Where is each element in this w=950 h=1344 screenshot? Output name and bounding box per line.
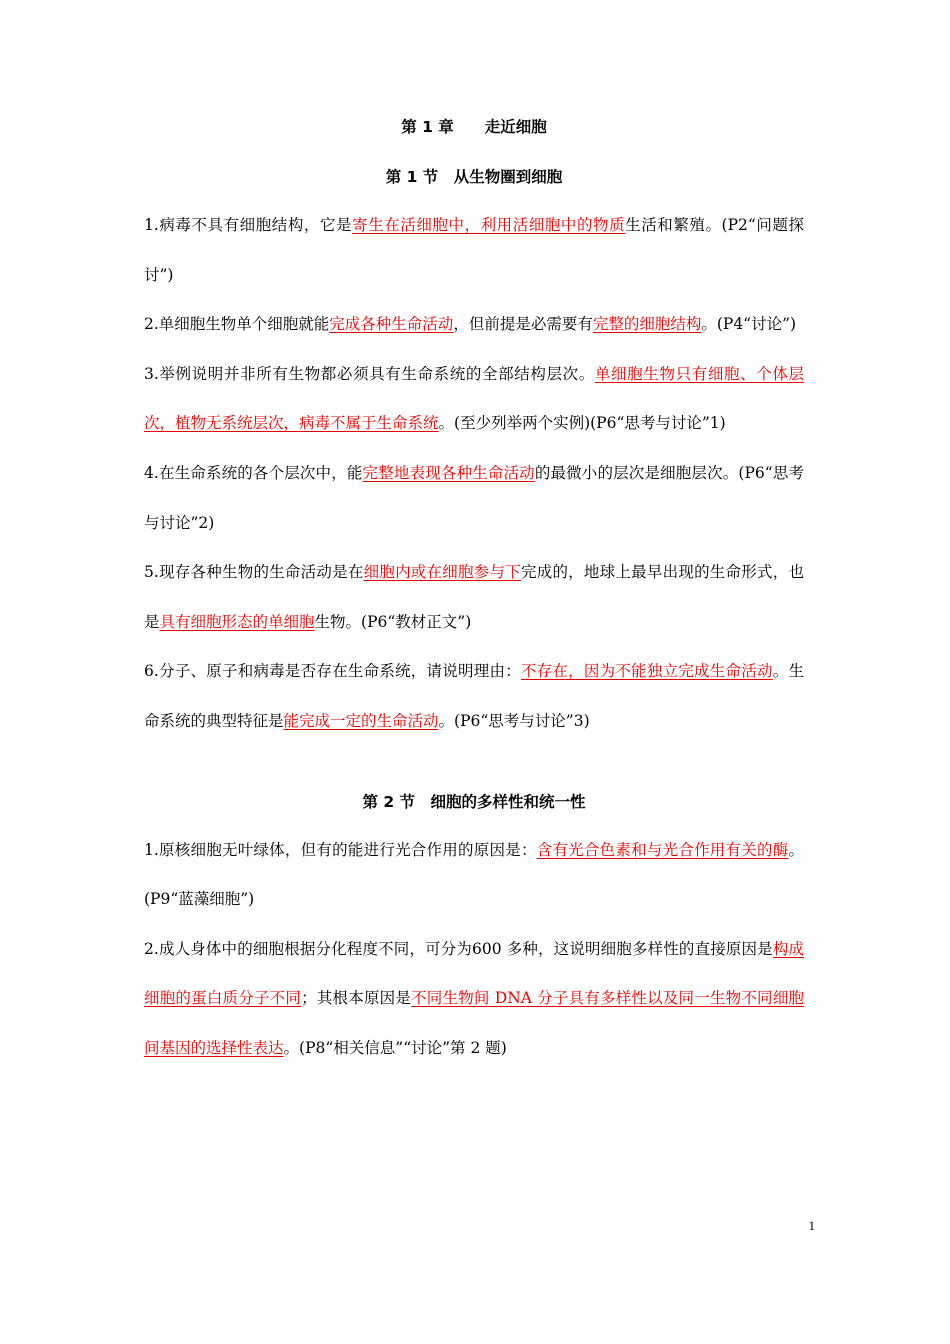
page-number: 1 [808,1218,815,1233]
question-text: 。(至少列举两个实例)(P6“思考与讨论”1) [438,414,726,433]
answer-text: 含有光合色素和与光合作用有关的酶 [536,840,789,859]
question-text: 。(P6“思考与讨论”3) [438,711,590,730]
question-text: 。(P9“蓝藻细胞”) [144,840,804,909]
question-text: 。(P4“讨论”) [701,315,797,334]
answer-text: 完整地表现各种生命活动 [362,463,535,482]
question-text: ，但前提是必需要有 [453,315,593,334]
section-1-title: 第 1 节 从生物圈到细胞 [385,168,563,186]
answer-text: 具有细胞形态的单细胞 [159,612,315,631]
question [144,826,804,925]
answer-text: 完整的细胞结构 [592,315,702,334]
question-text: 生物。(P6“教材正文”) [314,612,472,631]
question-text: 1.病毒不具有细胞结构，它是 [144,216,353,234]
question-text: 3.举例说明并非所有生物都必须具有生命系统的全部结构层次。 [144,364,595,383]
question-text: 4.在生命系统的各个层次中，能 [144,463,363,482]
answer-text: 构成细胞的蛋白质分子不同 [144,939,804,1008]
section-1-questions [144,201,804,747]
question [144,548,804,647]
question-text: 完成的，地球上最早出现的生命形式，也是 [144,563,804,631]
question [144,647,804,746]
answer-text: 细胞内或在细胞参与下 [363,563,521,582]
section-2-questions [144,826,804,1074]
answer-text: 寄生在活细胞中，利用活细胞中的物质 [352,216,626,234]
question-text: 的最微小的层次是细胞层次。(P6“思考与讨论”2) [144,463,804,532]
question [144,350,804,449]
answer-text: 不同生物间 DNA 分子具有多样性以及同一生物不同细胞间基因的选择性表达 [144,989,804,1057]
question [144,449,804,548]
question-text: 1.原核细胞无叶绿体，但有的能进行光合作用的原因是： [144,840,537,859]
question [144,201,804,300]
question-text: 。生命系统的典型特征是 [144,662,804,730]
answer-text: 能完成一定的生命活动 [283,711,439,730]
answer-text: 单细胞生物只有细胞、个体层次，植物无系统层次，病毒不属于生命系统 [144,364,804,433]
question [144,925,804,1074]
answer-text: 不存在，因为不能独立完成生命活动 [520,662,773,681]
question-text: 6.分子、原子和病毒是否存在生命系统，请说明理由： [144,662,521,681]
question-text: 2.成人身体中的细胞根据分化程度不同，可分为600 多种，这说明细胞多样性的直接原因是 [144,939,773,958]
chapter-title: 第 1 章 走近细胞 [401,118,547,136]
section-2-title: 第 2 节 细胞的多样性和统一性 [362,792,586,811]
question [144,300,804,350]
question-text: 生活和繁殖。(P2“问题探讨”) [144,216,804,284]
question-text: ；其根本原因是 [301,989,412,1008]
page-content [144,112,804,1074]
question-text: 5.现存各种生物的生命活动是在 [144,563,364,582]
question-text: 。(P8“相关信息”“讨论”第 2 题) [283,1038,507,1057]
question-text: 2.单细胞生物单个细胞就能 [144,315,330,334]
answer-text: 完成各种生命活动 [329,315,454,334]
